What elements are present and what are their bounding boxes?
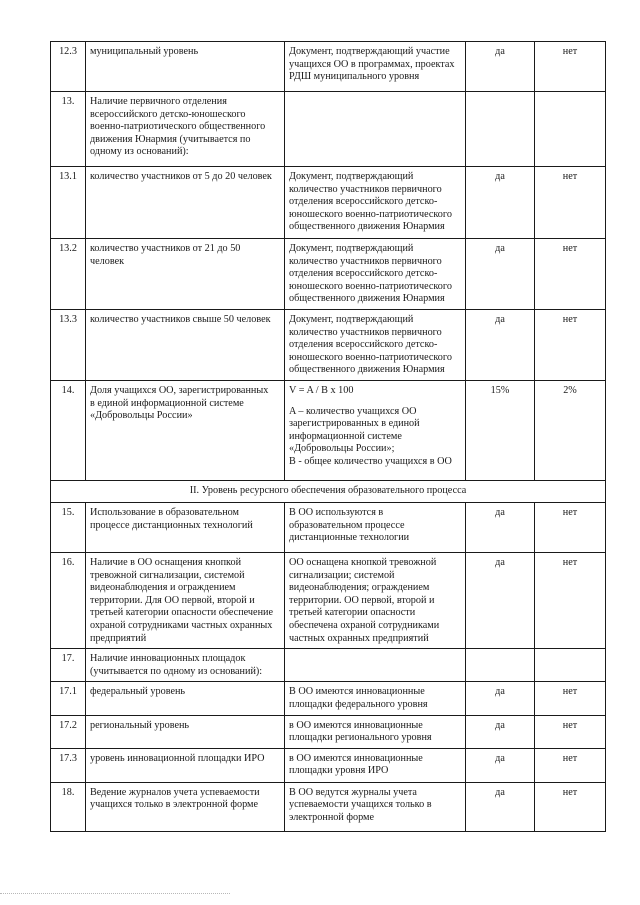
text-line: учащихся ОО в программах, проектах: [289, 58, 455, 70]
section-header-row: [51, 480, 606, 502]
evidence-cell: [285, 502, 466, 552]
criterion-cell: [86, 748, 285, 782]
text-line: отделения всероссийского детско-: [289, 339, 438, 351]
text-line: A – количество учащихся ОО: [289, 405, 417, 417]
criterion-cell: [86, 310, 285, 381]
criterion-cell: [86, 167, 285, 239]
evidence-cell: [285, 92, 466, 167]
text-line: всероссийского детско-юношеского: [90, 108, 246, 120]
value-yes-cell: да: [466, 682, 535, 715]
text-line: зарегистрированных в единой: [289, 418, 420, 430]
text-line: Документ, подтверждающий: [289, 171, 414, 182]
evidence-cell: [285, 310, 466, 381]
text-line: количество участников первичного: [289, 183, 442, 195]
value-no-cell: 2%: [535, 380, 606, 480]
table-row: [51, 310, 606, 381]
row-number: 13.: [51, 92, 86, 167]
text-line: федеральный уровень: [90, 686, 186, 698]
blank-line: [289, 398, 461, 406]
text-line: юношеского военно-патриотического: [289, 351, 452, 363]
value-yes-cell: да: [466, 167, 535, 239]
value-no-cell: нет: [535, 782, 606, 831]
text-line: юношеского военно-патриотического: [289, 280, 452, 292]
value-no-cell: [535, 92, 606, 167]
row-number: 13.2: [51, 239, 86, 310]
text-line: Доля учащихся ОО, зарегистрированных: [90, 384, 269, 396]
text-line: процессе дистанционных технологий: [90, 519, 253, 531]
table-row: [51, 42, 606, 92]
text-line: общественного движения Юнармия: [289, 221, 445, 233]
text-line: Наличие первичного отделения: [90, 96, 227, 107]
text-line: одному из оснований):: [90, 146, 189, 158]
table-row: [51, 167, 606, 239]
text-line: видеонаблюдения и ограждением: [90, 582, 236, 594]
text-line: предприятий: [90, 632, 147, 644]
evidence-cell: [285, 715, 466, 748]
table-row: [51, 502, 606, 552]
text-line: Наличие в ОО оснащения кнопкой: [90, 556, 242, 568]
value-no-cell: нет: [535, 42, 606, 92]
text-line: успеваемости учащихся только в: [289, 799, 432, 811]
criteria-table: [50, 41, 606, 832]
text-line: Ведение журналов учета успеваемости: [90, 786, 260, 798]
row-number: 15.: [51, 502, 86, 552]
row-number: 17.1: [51, 682, 86, 715]
text-line: отделения всероссийского детско-: [289, 196, 438, 208]
row-number: 12.3: [51, 42, 86, 92]
value-no-cell: нет: [535, 502, 606, 552]
text-line: информационной системе: [289, 430, 402, 442]
criterion-cell: [86, 42, 285, 92]
value-no-cell: нет: [535, 310, 606, 381]
text-line: региональный уровень: [90, 719, 190, 731]
text-line: В ОО ведутся журналы учета: [289, 786, 417, 798]
text-line: Использование в образовательном: [90, 506, 239, 518]
text-line: частных охранных предприятий: [289, 632, 429, 644]
value-no-cell: нет: [535, 715, 606, 748]
value-yes-cell: да: [466, 748, 535, 782]
text-line: площадки федерального уровня: [289, 698, 428, 710]
evidence-cell: [285, 682, 466, 715]
text-line: уровень инновационной площадки ИРО: [90, 752, 265, 764]
text-line: «Добровольцы России»;: [289, 443, 395, 455]
evidence-cell: [285, 42, 466, 92]
text-line: Наличие инновационных площадок: [90, 653, 246, 665]
text-line: Документ, подтверждающий: [289, 314, 414, 325]
text-line: количество участников первичного: [289, 326, 442, 338]
row-number: 14.: [51, 380, 86, 480]
text-line: в ОО имеются инновационные: [289, 719, 423, 731]
text-line: количество участников от 5 до 20 человек: [90, 171, 272, 182]
text-line: сигнализации; системой: [289, 569, 395, 581]
row-number: 16.: [51, 552, 86, 648]
table-row: [51, 715, 606, 748]
criterion-cell: [86, 502, 285, 552]
criterion-cell: [86, 92, 285, 167]
text-line: видеонаблюдения; ограждением: [289, 582, 430, 594]
value-yes-cell: да: [466, 310, 535, 381]
evidence-cell: [285, 239, 466, 310]
criterion-cell: [86, 782, 285, 831]
criterion-cell: [86, 649, 285, 682]
value-no-cell: нет: [535, 748, 606, 782]
evidence-cell: [285, 380, 466, 480]
text-line: количество участников от 21 до 50: [90, 243, 241, 254]
value-no-cell: нет: [535, 552, 606, 648]
section-title: II. Уровень ресурсного обеспечения образовательного процесса: [51, 480, 606, 502]
row-number: 13.1: [51, 167, 86, 239]
text-line: человек: [90, 255, 125, 267]
evidence-cell: [285, 649, 466, 682]
table-row: [51, 748, 606, 782]
text-line: ОО оснащена кнопкой тревожной: [289, 556, 437, 568]
text-line: движения Юнармия (учитывается по: [90, 133, 251, 145]
value-yes-cell: да: [466, 502, 535, 552]
text-line: учащихся только в электронной форме: [90, 799, 258, 811]
text-line: третьей категории опасности: [289, 607, 416, 619]
value-no-cell: нет: [535, 239, 606, 310]
text-line: отделения всероссийского детско-: [289, 268, 438, 280]
table-row: [51, 649, 606, 682]
text-line: площадки уровня ИРО: [289, 765, 389, 777]
value-yes-cell: да: [466, 715, 535, 748]
evidence-cell: [285, 167, 466, 239]
value-yes-cell: [466, 92, 535, 167]
text-line: площадки регионального уровня: [289, 732, 432, 744]
value-yes-cell: да: [466, 552, 535, 648]
text-line: «Добровольцы России»: [90, 410, 193, 422]
text-line: В ОО используются в: [289, 506, 384, 518]
text-line: третьей категории опасности обеспечение: [90, 607, 273, 619]
text-line: общественного движения Юнармия: [289, 293, 445, 305]
text-line: (учитывается по одному из оснований):: [90, 665, 263, 677]
text-line: тревожной сигнализации, системой: [90, 569, 245, 581]
table-row: [51, 92, 606, 167]
text-line: электронной форме: [289, 811, 374, 823]
value-yes-cell: [466, 649, 535, 682]
text-line: юношеского военно-патриотического: [289, 208, 452, 220]
text-line: в единой информационной системе: [90, 397, 244, 409]
row-number: 17.2: [51, 715, 86, 748]
criterion-cell: [86, 380, 285, 480]
value-yes-cell: да: [466, 42, 535, 92]
text-line: Документ, подтверждающий: [289, 243, 414, 254]
text-line: РДШ муниципального уровня: [289, 71, 420, 83]
text-line: в ОО имеются инновационные: [289, 752, 423, 764]
text-line: количество участников первичного: [289, 255, 442, 267]
criterion-cell: [86, 715, 285, 748]
row-number: 18.: [51, 782, 86, 831]
value-yes-cell: да: [466, 239, 535, 310]
evidence-cell: [285, 552, 466, 648]
value-no-cell: [535, 649, 606, 682]
text-line: обеспечена охраной сотрудниками: [289, 619, 440, 631]
scan-edge-artifact: [0, 893, 230, 894]
table-row: [51, 552, 606, 648]
row-number: 17.: [51, 649, 86, 682]
text-line: территории. ОО первой, второй и: [289, 594, 435, 606]
evidence-cell: [285, 748, 466, 782]
criterion-cell: [86, 682, 285, 715]
text-line: дистанционные технологии: [289, 532, 410, 544]
row-number: 17.3: [51, 748, 86, 782]
table-row: [51, 380, 606, 480]
text-line: образовательном процессе: [289, 519, 405, 531]
text-line: количество участников свыше 50 человек: [90, 314, 271, 325]
text-line: территории. Для ОО первой, второй и: [90, 594, 255, 606]
evidence-cell: [285, 782, 466, 831]
criterion-cell: [86, 552, 285, 648]
text-line: охраной сотрудниками частных охранных: [90, 619, 273, 631]
row-number: 13.3: [51, 310, 86, 381]
text-line: V = A / B x 100: [289, 384, 354, 396]
value-yes-cell: 15%: [466, 380, 535, 480]
text-line: муниципальный уровень: [90, 46, 199, 57]
criteria-table-body: [51, 42, 606, 832]
text-line: общественного движения Юнармия: [289, 364, 445, 376]
text-line: военно-патриотического общественного: [90, 121, 266, 133]
value-no-cell: нет: [535, 682, 606, 715]
criterion-cell: [86, 239, 285, 310]
table-row: [51, 239, 606, 310]
text-line: В ОО имеются инновационные: [289, 686, 425, 698]
value-yes-cell: да: [466, 782, 535, 831]
text-line: Документ, подтверждающий участие: [289, 46, 450, 57]
text-line: B - общее количество учащихся в ОО: [289, 455, 452, 467]
table-row: [51, 682, 606, 715]
value-no-cell: нет: [535, 167, 606, 239]
table-row: [51, 782, 606, 831]
